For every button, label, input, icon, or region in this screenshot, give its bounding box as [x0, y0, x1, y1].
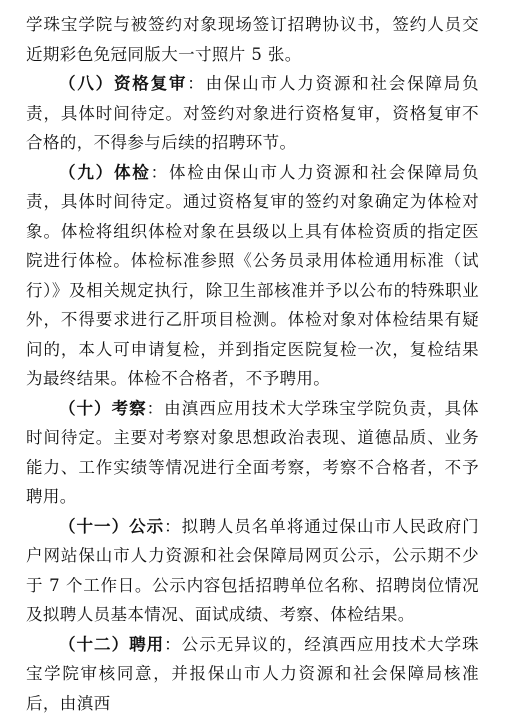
- section-heading: （十二）聘用: [59, 635, 164, 654]
- paragraph-text: ：拟聘人员名单将通过保山市人民政府门户网站保山市人力资源和社会保障局网页公示，公示期不少于 7 个工作日。公示内容包括招聘单位名称、招聘岗位情况及拟聘人员基本情况、面试成绩、考察、体检结果。: [26, 517, 479, 625]
- paragraph-inspection: [26, 394, 479, 512]
- paragraph-continuation: [26, 10, 479, 69]
- paragraph-text: ：公示无异议的，经滇西应用技术大学珠宝学院审核同意，并报保山市人力资源和社会保障局核准后，由滇西: [26, 635, 479, 713]
- section-heading: （十）考察: [59, 399, 147, 418]
- paragraph-qualification-review: [26, 69, 479, 158]
- section-heading: （八）资格复审: [59, 74, 187, 93]
- section-heading: （十一）公示: [59, 517, 164, 536]
- paragraph-text: ：由保山市人力资源和社会保障局负责，具体时间待定。对签约对象进行资格复审，资格复审不合格的，不得参与后续的招聘环节。: [26, 74, 479, 152]
- paragraph-text: ：由滇西应用技术大学珠宝学院负责，具体时间待定。主要对考察对象思想政治表现、道德品质、业务能力、工作实绩等情况进行全面考察，考察不合格者，不予聘用。: [26, 399, 479, 507]
- paragraph-text: 学珠宝学院与被签约对象现场签订招聘协议书，签约人员交近期彩色免冠同版大一寸照片 5 张。: [26, 15, 479, 64]
- section-heading: （九）体检: [59, 163, 151, 182]
- paragraph-publicity: [26, 512, 479, 630]
- paragraph-text: ：体检由保山市人力资源和社会保障局负责，具体时间待定。通过资格复审的签约对象确定为体检对象。体检将组织体检对象在县级以上具有体检资质的指定医院进行体检。体检标准参照《公务员录用体检通用标准（试行）》及相关规定执行，除卫生部核准并予以公布的特殊职业外，不得要求进行乙肝项目检测。体检对象对体检结果有疑问的，本人可申请复检，并到指定医院复检一次，复检结果为最终结果。体检不合格者，不予聘用。: [26, 163, 479, 389]
- paragraph-employment: [26, 630, 479, 718]
- paragraph-physical-exam: [26, 158, 479, 394]
